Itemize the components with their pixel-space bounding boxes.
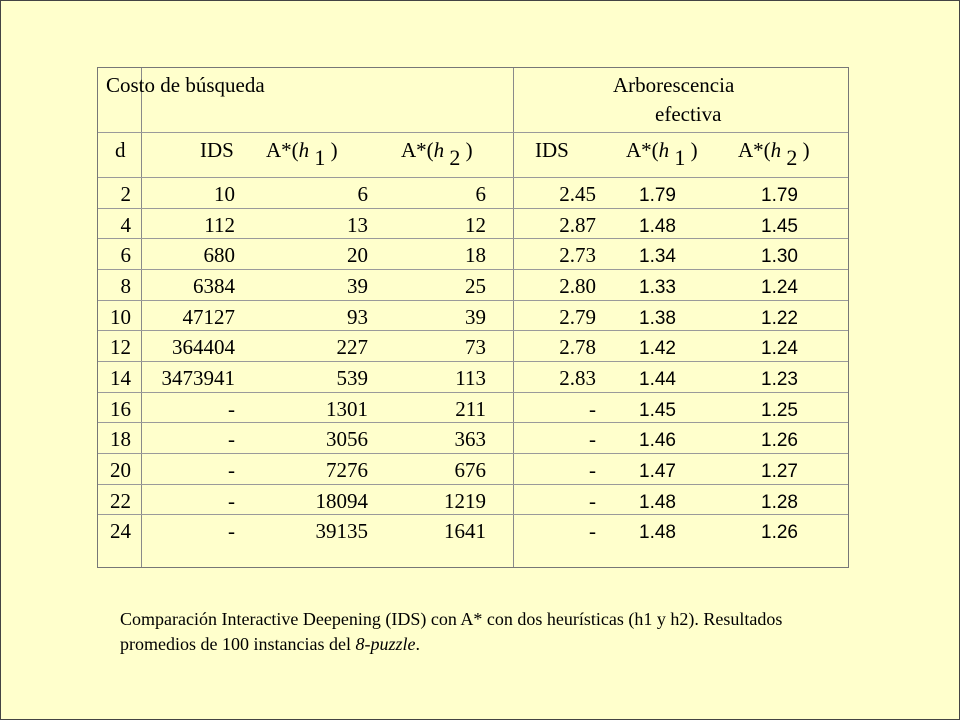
col-header-astar-h2-branching: A*(h 2 ) [738,138,810,170]
cell-ids-branching: 2.80 [559,274,596,298]
cell-astar-h1-branching: 1.48 [639,522,676,543]
cell-astar-h2-cost: 39 [465,305,486,329]
row-divider [98,177,848,178]
cell-astar-h2-branching: 1.79 [761,185,798,206]
cell-astar-h1-branching: 1.38 [639,308,676,329]
cell-depth: 8 [120,274,131,298]
cell-ids-cost: 47127 [182,305,235,329]
cell-depth: 20 [110,458,131,482]
cell-ids-cost: 112 [204,213,235,237]
cell-ids-branching: 2.87 [559,213,596,237]
col-header-astar-h1-cost: A*(h 1 ) [266,138,338,170]
cell-ids-cost: - [228,458,235,482]
cell-astar-h1-cost: 6 [357,182,368,206]
row-divider [98,392,848,393]
cell-ids-branching: 2.79 [559,305,596,329]
cell-astar-h2-cost: 1219 [444,489,486,513]
cell-astar-h2-branching: 1.23 [761,369,798,390]
cell-depth: 2 [120,182,131,206]
caption-end: . [415,634,420,654]
cell-astar-h2-cost: 113 [455,366,486,390]
cell-astar-h2-branching: 1.45 [761,216,798,237]
cell-ids-cost: - [228,427,235,451]
cell-ids-cost: 3473941 [161,366,235,390]
row-divider [98,484,848,485]
cell-depth: 14 [110,366,131,390]
cell-astar-h1-cost: 227 [336,335,368,359]
col-header-astar-h1-branching: A*(h 1 ) [626,138,698,170]
cell-astar-h2-cost: 73 [465,335,486,359]
cell-astar-h1-cost: 18094 [315,489,368,513]
cell-ids-branching: - [589,397,596,421]
cell-depth: 24 [110,519,131,543]
row-divider [98,269,848,270]
row-divider [98,300,848,301]
cell-astar-h2-branching: 1.28 [761,492,798,513]
cell-ids-branching: 2.78 [559,335,596,359]
cell-astar-h1-cost: 3056 [326,427,368,451]
cell-astar-h1-branching: 1.42 [639,338,676,359]
cell-ids-cost: 364404 [172,335,235,359]
cell-astar-h1-branching: 1.46 [639,430,676,451]
cell-depth: 4 [120,213,131,237]
row-divider [98,132,848,133]
cell-ids-branching: - [589,427,596,451]
cell-astar-h1-branching: 1.34 [639,246,676,267]
col-header-astar-h2-cost: A*(h 2 ) [401,138,473,170]
cell-ids-cost: 680 [203,243,235,267]
cell-ids-cost: - [228,489,235,513]
cell-astar-h2-cost: 1641 [444,519,486,543]
col-header-d: d [115,138,126,162]
results-table [97,67,849,568]
cell-astar-h1-branching: 1.45 [639,400,676,421]
cell-astar-h1-cost: 93 [347,305,368,329]
cell-astar-h1-cost: 7276 [326,458,368,482]
cell-astar-h2-branching: 1.26 [761,522,798,543]
cell-astar-h2-cost: 211 [455,397,486,421]
col-header-ids-branching: IDS [535,138,569,162]
group-heading-branching-line1: Arborescencia [613,73,735,97]
cell-astar-h2-branching: 1.25 [761,400,798,421]
cell-astar-h1-branching: 1.47 [639,461,676,482]
cell-astar-h2-branching: 1.26 [761,430,798,451]
cell-depth: 18 [110,427,131,451]
cell-astar-h2-cost: 676 [454,458,486,482]
cell-astar-h2-branching: 1.24 [761,277,798,298]
cell-depth: 10 [110,305,131,329]
row-divider [98,361,848,362]
caption-text: Comparación Interactive Deepening (IDS) con A* con dos heurísticas (h1 y h2). Resultados promedios de 100 instancias del [120,609,783,654]
cell-ids-branching: - [589,489,596,513]
cell-depth: 22 [110,489,131,513]
cell-ids-branching: 2.83 [559,366,596,390]
cell-astar-h1-branching: 1.48 [639,492,676,513]
group-heading-search-cost: Costo de búsqueda [106,73,265,97]
cell-astar-h2-cost: 12 [465,213,486,237]
cell-astar-h2-branching: 1.27 [761,461,798,482]
cell-astar-h1-branching: 1.48 [639,216,676,237]
cell-astar-h2-cost: 18 [465,243,486,267]
group-heading-branching-line2: efectiva [655,102,722,126]
cell-depth: 16 [110,397,131,421]
row-divider [98,208,848,209]
cell-ids-cost: 6384 [193,274,235,298]
cell-ids-cost: - [228,397,235,421]
cell-astar-h1-cost: 13 [347,213,368,237]
cell-astar-h1-branching: 1.79 [639,185,676,206]
cell-astar-h2-branching: 1.22 [761,308,798,329]
cell-astar-h1-cost: 39135 [315,519,368,543]
row-divider [98,453,848,454]
cell-ids-branching: - [589,519,596,543]
cell-astar-h1-cost: 539 [336,366,368,390]
cell-astar-h2-branching: 1.24 [761,338,798,359]
cell-astar-h1-cost: 39 [347,274,368,298]
cell-astar-h1-branching: 1.44 [639,369,676,390]
cell-ids-cost: - [228,519,235,543]
cell-astar-h1-branching: 1.33 [639,277,676,298]
caption-italic: 8-puzzle [355,634,416,654]
cell-depth: 12 [110,335,131,359]
cell-astar-h2-branching: 1.30 [761,246,798,267]
cell-astar-h1-cost: 1301 [326,397,368,421]
cell-astar-h2-cost: 25 [465,274,486,298]
figure-caption [120,607,800,657]
cell-astar-h2-cost: 363 [454,427,486,451]
col-header-ids-cost: IDS [200,138,234,162]
cell-ids-branching: 2.73 [559,243,596,267]
cell-astar-h1-cost: 20 [347,243,368,267]
cell-astar-h2-cost: 6 [475,182,486,206]
cell-ids-branching: 2.45 [559,182,596,206]
cell-ids-cost: 10 [214,182,235,206]
cell-ids-branching: - [589,458,596,482]
cell-depth: 6 [120,243,131,267]
